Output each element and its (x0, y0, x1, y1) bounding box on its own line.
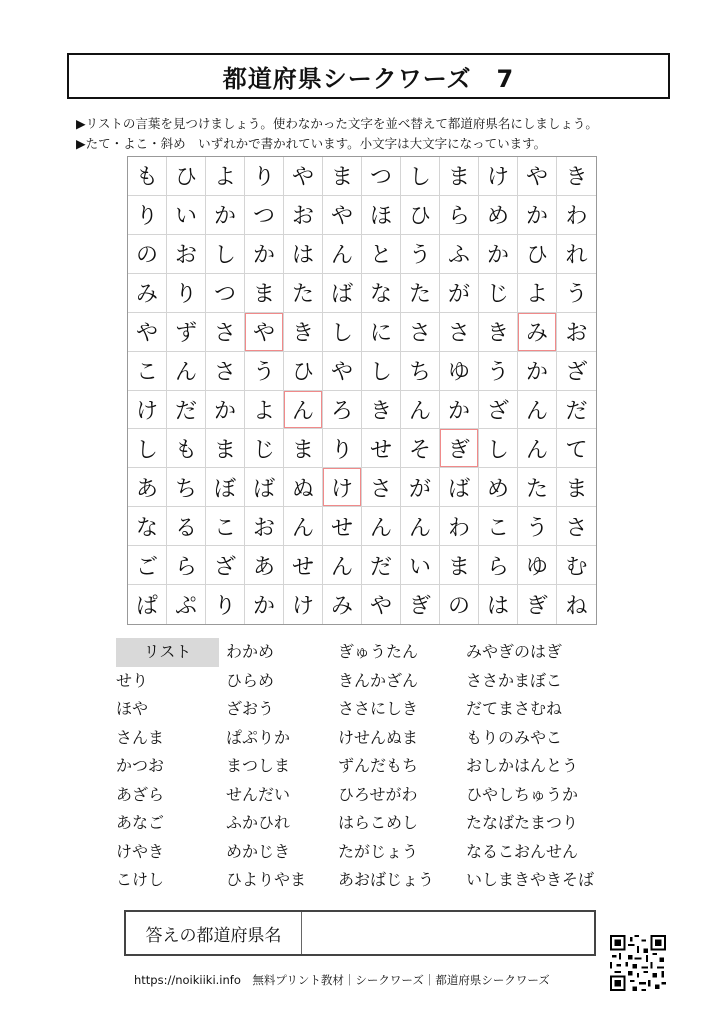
grid-cell[interactable]: ま (440, 546, 479, 585)
grid-cell[interactable]: お (284, 196, 323, 235)
grid-cell[interactable]: ん (401, 507, 440, 546)
grid-cell[interactable]: け (284, 585, 323, 624)
grid-cell[interactable]: う (245, 352, 284, 391)
grid-cell[interactable]: よ (245, 391, 284, 430)
grid-cell[interactable]: に (362, 313, 401, 352)
grid-cell[interactable]: き (284, 313, 323, 352)
grid-cell[interactable]: よ (206, 157, 245, 196)
grid-cell[interactable]: ぎ (401, 585, 440, 624)
grid-cell[interactable]: じ (479, 274, 518, 313)
grid-cell[interactable]: み (128, 274, 167, 313)
title-box (67, 53, 670, 99)
word-list-col-3 (338, 638, 434, 895)
grid-cell[interactable]: も (128, 157, 167, 196)
grid-cell[interactable]: か (440, 391, 479, 430)
grid-cell[interactable]: き (362, 391, 401, 430)
grid-cell[interactable]: さ (440, 313, 479, 352)
list-item: いしまきやきそば (466, 870, 595, 889)
grid-cell[interactable]: せ (362, 429, 401, 468)
grid-cell[interactable]: は (284, 235, 323, 274)
instruction-1: ▶リストの言葉を見つけましょう。使わなかった文字を並べ替えて都道府県名にしましょう。 (76, 116, 598, 131)
list-item: ひやしちゅうか (466, 784, 579, 804)
grid-cell[interactable]: だ (557, 391, 596, 430)
word-search-grid (127, 156, 597, 625)
grid-cell[interactable]: と (362, 235, 401, 274)
grid-cell[interactable]: か (206, 196, 245, 235)
grid-cell[interactable]: つ (245, 196, 284, 235)
grid-cell[interactable]: だ (362, 546, 401, 585)
list-item: ふかひれ (226, 813, 291, 832)
list-item: わかめ (226, 642, 275, 661)
grid-cell[interactable]: ち (167, 468, 206, 507)
grid-cell[interactable]: ひ (401, 196, 440, 235)
grid-cell[interactable]: う (479, 352, 518, 391)
grid-cell[interactable]: み (518, 313, 557, 352)
word-list-col-1 (116, 638, 216, 895)
grid-cell[interactable]: お (167, 235, 206, 274)
grid-cell[interactable]: め (479, 468, 518, 507)
grid-cell[interactable]: ん (323, 546, 362, 585)
grid-cell[interactable]: さ (362, 468, 401, 507)
grid-cell[interactable]: ま (323, 157, 362, 196)
grid-cell[interactable]: わ (440, 507, 479, 546)
grid-cell[interactable]: ふ (440, 235, 479, 274)
grid-cell[interactable]: し (206, 235, 245, 274)
grid-cell[interactable]: こ (479, 507, 518, 546)
grid-cell[interactable]: つ (362, 157, 401, 196)
grid-cell[interactable]: そ (401, 429, 440, 468)
list-item: ささにしき (338, 699, 419, 718)
grid-cell[interactable]: ほ (362, 196, 401, 235)
word-list-col-4 (466, 638, 594, 895)
grid-cell[interactable]: の (128, 235, 167, 274)
grid-cell[interactable]: せ (323, 507, 362, 546)
grid-cell[interactable]: ま (245, 274, 284, 313)
grid-cell[interactable]: め (479, 196, 518, 235)
list-item: あなご (116, 813, 165, 832)
grid-cell[interactable]: ざ (557, 352, 596, 391)
grid-cell[interactable]: ん (362, 507, 401, 546)
grid-cell[interactable]: さ (206, 313, 245, 352)
grid-cell[interactable]: ば (323, 274, 362, 313)
grid-cell[interactable]: し (323, 313, 362, 352)
list-item: たなばたまつり (466, 813, 579, 832)
grid-cell[interactable]: け (479, 157, 518, 196)
grid-cell[interactable]: ぎ (518, 585, 557, 624)
grid-cell[interactable]: や (128, 313, 167, 352)
grid-cell[interactable]: り (167, 274, 206, 313)
list-item: もりのみやこ (466, 727, 563, 747)
grid-cell[interactable]: た (518, 468, 557, 507)
word-list-col-2 (226, 638, 306, 895)
footer-text: https://noikiiki.info 無料プリント教材｜シークワーズ｜都道府県シークワーズ (134, 973, 550, 987)
grid-cell[interactable]: さ (401, 313, 440, 352)
grid-cell[interactable]: ひ (167, 157, 206, 196)
grid-cell[interactable]: う (518, 507, 557, 546)
answer-field[interactable] (302, 912, 594, 954)
grid-cell[interactable]: ね (565, 594, 588, 620)
grid-cell[interactable]: か (479, 235, 518, 274)
grid-cell[interactable]: や (362, 585, 401, 624)
grid-cell[interactable]: ん (167, 352, 206, 391)
list-item: みやぎのはぎ (466, 642, 563, 661)
grid-cell[interactable]: こ (128, 352, 167, 391)
list-item: ずんだもち (338, 756, 419, 775)
grid-cell[interactable]: り (323, 429, 362, 468)
grid-cell[interactable]: は (479, 585, 518, 624)
grid-cell[interactable]: ら (440, 196, 479, 235)
grid-cell[interactable]: ぎ (440, 429, 479, 468)
list-item: はらこめし (338, 813, 419, 832)
list-item: あおばじょう (338, 870, 435, 889)
grid-cell[interactable]: ざ (206, 546, 245, 585)
grid-cell[interactable]: ち (401, 352, 440, 391)
grid-cell[interactable]: か (245, 235, 284, 274)
list-item: さんま (116, 727, 165, 747)
grid-cell[interactable]: や (323, 196, 362, 235)
grid-cell[interactable]: し (479, 429, 518, 468)
grid-cell[interactable]: じ (245, 429, 284, 468)
list-item: めかじき (226, 841, 291, 861)
grid-cell[interactable]: ざ (479, 391, 518, 430)
answer-box (124, 910, 596, 956)
list-item: せんだい (226, 784, 291, 804)
grid-cell[interactable]: む (557, 546, 596, 585)
list-item: なるこおんせん (466, 841, 579, 861)
grid-cell[interactable]: ぱ (128, 585, 167, 624)
list-item: ひよりやま (226, 870, 307, 889)
grid-cell[interactable]: い (401, 546, 440, 585)
grid-cell[interactable]: や (323, 352, 362, 391)
instruction-2: ▶たて・よこ・斜め いずれかで書かれています。小文字は大文字になっています。 (76, 136, 547, 151)
list-item: おしかはんとう (466, 756, 579, 775)
grid-cell[interactable]: か (518, 196, 557, 235)
grid-cell[interactable]: う (401, 235, 440, 274)
grid-cell[interactable]: け (323, 468, 362, 507)
grid-cell[interactable]: ぷ (167, 585, 206, 624)
grid-cell[interactable]: ぼ (206, 468, 245, 507)
grid-cell[interactable]: も (167, 429, 206, 468)
grid-cell[interactable]: け (128, 391, 167, 430)
grid-cell[interactable]: な (362, 274, 401, 313)
grid-cell[interactable]: の (440, 585, 479, 624)
grid-cell[interactable]: ず (167, 313, 206, 352)
grid-cell[interactable]: た (401, 274, 440, 313)
grid-cell[interactable]: か (206, 391, 245, 430)
grid-cell[interactable]: み (323, 585, 362, 624)
list-item: ほや (116, 699, 149, 718)
list-item: きんかざん (338, 670, 419, 690)
list-item: たがじょう (338, 841, 419, 861)
grid-cell[interactable]: あ (128, 468, 167, 507)
answer-label: 答えの都道府県名 (126, 912, 302, 954)
list-item: ぎゅうたん (338, 642, 419, 661)
grid-cell[interactable]: つ (206, 274, 245, 313)
grid-cell[interactable]: し (128, 429, 167, 468)
grid-cell[interactable]: ん (401, 391, 440, 430)
list-item: ひろせがわ (338, 784, 418, 804)
page-title: 都道府県シークワーズ 7 (222, 64, 515, 93)
grid-cell[interactable]: ん (518, 391, 557, 430)
grid-cell[interactable]: れ (557, 235, 596, 274)
list-header: リスト (116, 638, 219, 667)
grid-cell[interactable]: ん (284, 507, 323, 546)
list-item: ぱぷりか (226, 727, 291, 747)
grid-cell[interactable]: さ (206, 352, 245, 391)
grid-cell[interactable]: や (245, 313, 284, 352)
list-item: けやき (116, 841, 165, 861)
grid-cell[interactable]: ま (440, 157, 479, 196)
grid-cell[interactable]: た (284, 274, 323, 313)
grid-cell[interactable]: ん (323, 235, 362, 274)
grid-cell[interactable]: あ (245, 546, 284, 585)
qr-code-icon (610, 935, 666, 991)
grid-cell[interactable]: て (557, 429, 596, 468)
grid-cell[interactable]: な (128, 507, 167, 546)
grid-cell[interactable]: ら (479, 546, 518, 585)
list-item: まつしま (226, 756, 291, 775)
grid-cell[interactable]: ゆ (518, 546, 557, 585)
list-item: こけし (116, 870, 165, 889)
grid-cell[interactable]: よ (518, 274, 557, 313)
grid-cell[interactable]: さ (557, 507, 596, 546)
grid-cell[interactable]: や (284, 157, 323, 196)
list-item: だてまさむね (466, 699, 563, 718)
grid-cell[interactable]: が (401, 468, 440, 507)
list-item: せり (116, 670, 149, 690)
grid-cell[interactable]: ば (440, 468, 479, 507)
list-item: かつお (116, 756, 165, 775)
grid-cell[interactable]: が (440, 274, 479, 313)
list-item: ひらめ (226, 670, 275, 690)
grid-cell[interactable]: ゆ (440, 352, 479, 391)
grid-cell[interactable]: ひ (284, 352, 323, 391)
grid-cell[interactable]: ま (284, 429, 323, 468)
list-item: けせんぬま (338, 727, 419, 747)
grid-cell[interactable]: り (245, 157, 284, 196)
grid-cell[interactable]: か (245, 585, 284, 624)
grid-cell[interactable]: わ (557, 196, 596, 235)
grid-cell[interactable]: ご (128, 546, 167, 585)
grid-cell[interactable]: り (128, 196, 167, 235)
grid-cell[interactable]: ら (167, 546, 206, 585)
grid-cell[interactable]: ぬ (284, 468, 323, 507)
grid-cell[interactable]: か (518, 352, 557, 391)
grid-cell[interactable]: お (557, 313, 596, 352)
grid-cell[interactable]: る (167, 507, 206, 546)
list-item: ささかまぼこ (466, 670, 563, 690)
grid-cell[interactable]: ん (518, 429, 557, 468)
grid-cell[interactable]: ん (284, 391, 323, 430)
grid-cell[interactable]: う (557, 274, 596, 313)
grid-cell[interactable]: こ (206, 507, 245, 546)
grid-cell[interactable]: ひ (518, 235, 557, 274)
grid-cell[interactable]: お (245, 507, 284, 546)
grid-cell[interactable]: せ (284, 546, 323, 585)
grid-cell[interactable]: い (167, 196, 206, 235)
list-item: あざら (116, 784, 165, 804)
grid-cell[interactable]: し (362, 352, 401, 391)
grid-cell[interactable]: ろ (323, 391, 362, 430)
grid-cell[interactable]: や (518, 157, 557, 196)
grid-cell[interactable]: り (206, 585, 245, 624)
grid-cell[interactable]: ま (206, 429, 245, 468)
grid-cell[interactable]: き (557, 157, 596, 196)
grid-cell[interactable]: だ (167, 391, 206, 430)
grid-cell[interactable]: し (401, 157, 440, 196)
grid-cell[interactable]: ま (557, 468, 596, 507)
grid-cell[interactable]: き (479, 313, 518, 352)
grid-cell[interactable]: ば (245, 468, 284, 507)
list-item: ざおう (226, 699, 275, 718)
